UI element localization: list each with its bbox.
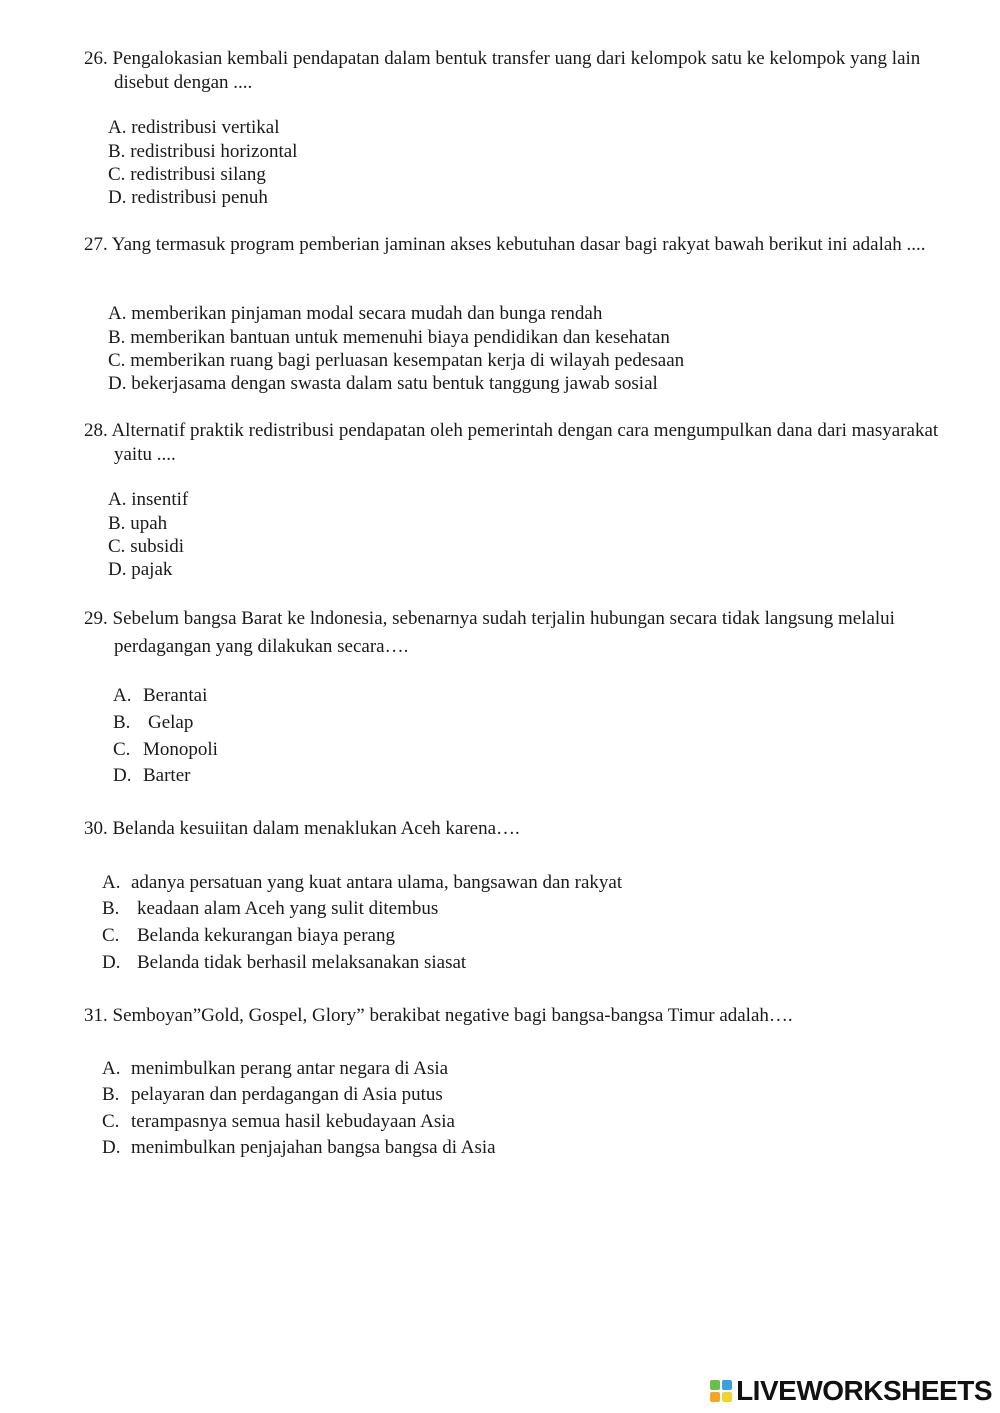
option-29-c[interactable]: C. Monopoli <box>113 739 218 760</box>
liveworksheets-logo-icon <box>710 1380 732 1402</box>
question-number: 29. <box>84 608 108 629</box>
option-26-d[interactable]: D. redistribusi penuh <box>108 187 268 208</box>
option-29-b[interactable]: B. Gelap <box>113 712 194 733</box>
option-30-c[interactable]: C. Belanda kekurangan biaya perang <box>102 925 395 946</box>
liveworksheets-logo-text: LIVEWORKSHEETS <box>736 1375 992 1406</box>
logo-square-orange <box>710 1392 720 1402</box>
question-number: 31. <box>84 1005 108 1026</box>
question-31 <box>84 1004 940 1028</box>
question-30 <box>84 817 940 841</box>
option-28-c[interactable]: C. subsidi <box>108 536 185 557</box>
option-28-d[interactable]: D. pajak <box>108 559 173 580</box>
question-text: Sebelum bangsa Barat ke lndonesia, sebenarnya sudah terjalin hubungan secara tidak langsung melalui perdagangan yang dilakukan secara…. <box>112 608 895 657</box>
question-text: Yang termasuk program pemberian jaminan akses kebutuhan dasar bagi rakyat bawah berikut ini adalah .... <box>111 234 926 255</box>
option-31-d[interactable]: D. menimbulkan penjajahan bangsa bangsa di Asia <box>102 1137 496 1158</box>
option-28-b[interactable]: B. upah <box>108 513 168 534</box>
option-30-d[interactable]: D. Belanda tidak berhasil melaksanakan siasat <box>102 952 467 973</box>
option-26-c[interactable]: C. redistribusi silang <box>108 164 266 185</box>
option-27-c[interactable]: C. memberikan ruang bagi perluasan kesempatan kerja di wilayah pedesaan <box>108 350 685 371</box>
logo-square-yellow <box>722 1392 732 1402</box>
question-text: Belanda kesuiitan dalam menaklukan Aceh karena…. <box>112 818 520 839</box>
question-number: 27. <box>84 234 108 255</box>
option-30-b[interactable]: B. keadaan alam Aceh yang sulit ditembus <box>102 898 439 919</box>
option-31-a[interactable]: A. menimbulkan perang antar negara di Asia <box>102 1058 449 1079</box>
question-number: 28. <box>84 420 108 441</box>
option-27-b[interactable]: B. memberikan bantuan untuk memenuhi biaya pendidikan dan kesehatan <box>108 327 670 348</box>
option-27-d[interactable]: D. bekerjasama dengan swasta dalam satu bentuk tanggung jawab sosial <box>108 373 658 394</box>
question-28 <box>84 419 940 467</box>
question-26 <box>84 47 940 95</box>
option-30-a[interactable]: A. adanya persatuan yang kuat antara ulama, bangsawan dan rakyat <box>102 872 623 893</box>
option-26-a[interactable]: A. redistribusi vertikal <box>108 117 280 138</box>
option-27-a[interactable]: A. memberikan pinjaman modal secara mudah dan bunga rendah <box>108 303 603 324</box>
option-31-b[interactable]: B. pelayaran dan perdagangan di Asia putus <box>102 1084 443 1105</box>
question-number: 26. <box>84 48 108 69</box>
option-31-c[interactable]: C. terampasnya semua hasil kebudayaan Asia <box>102 1111 455 1132</box>
option-29-a[interactable]: A. Berantai <box>113 685 208 706</box>
logo-square-blue <box>722 1380 732 1390</box>
question-27 <box>84 233 940 257</box>
question-number: 30. <box>84 818 108 839</box>
question-text: Pengalokasian kembali pendapatan dalam bentuk transfer uang dari kelompok satu ke kelompok yang lain disebut dengan .... <box>112 48 921 93</box>
logo-square-green <box>710 1380 720 1390</box>
question-29 <box>84 605 940 661</box>
liveworksheets-logo[interactable] <box>710 1375 992 1407</box>
option-29-d[interactable]: D. Barter <box>113 765 191 786</box>
option-28-a[interactable]: A. insentif <box>108 489 189 510</box>
question-text: Semboyan”Gold, Gospel, Glory” berakibat negative bagi bangsa-bangsa Timur adalah…. <box>112 1005 793 1026</box>
option-26-b[interactable]: B. redistribusi horizontal <box>108 141 298 162</box>
question-text: Alternatif praktik redistribusi pendapatan oleh pemerintah dengan cara mengumpulkan dana dari masyarakat yaitu .... <box>111 420 939 465</box>
